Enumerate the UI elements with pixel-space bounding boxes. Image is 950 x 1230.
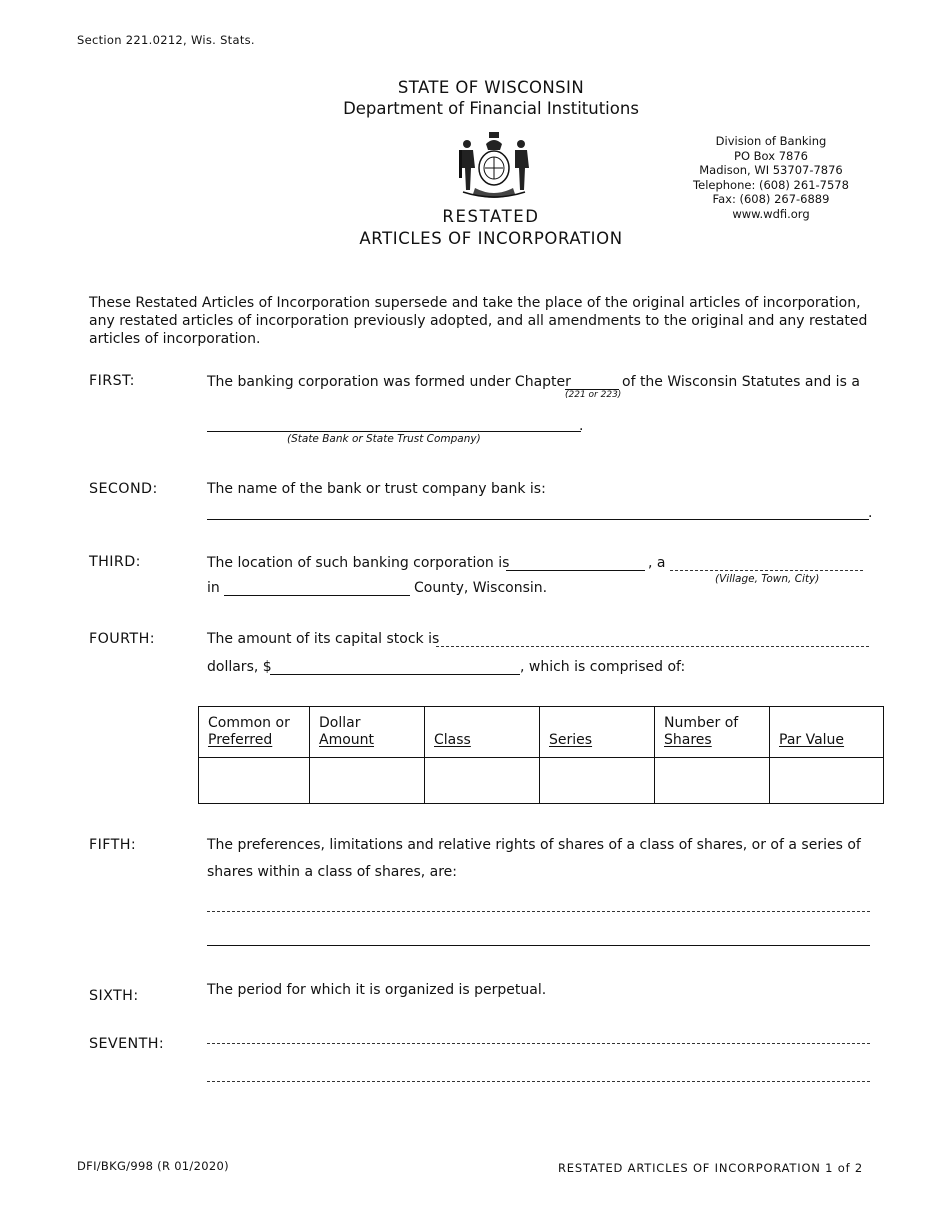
shares-table [198,706,884,804]
contact-fax: Fax: (608) 267-6889 [712,192,830,206]
fifth-label: FIFTH: [89,837,137,853]
first-text-after: of the Wisconsin Statutes and is a [622,374,860,390]
form-title-restated: RESTATED [442,207,540,226]
header-number-of-shares: Number of Shares [655,707,770,758]
fourth-label: FOURTH: [89,631,155,647]
locality-type-field[interactable] [670,570,863,571]
county-field[interactable] [224,595,410,596]
header-common-preferred: Common or Preferred [199,707,310,758]
fourth-text: The amount of its capital stock is [207,631,440,647]
bank-type-field[interactable] [207,431,581,432]
contact-block [686,134,856,221]
third-comma-a: , a [648,555,666,571]
form-id: DFI/BKG/998 (R 01/2020) [77,1159,229,1173]
sixth-label: SIXTH: [89,988,139,1004]
chapter-hint: (221 or 223) [565,390,622,400]
cell-common-preferred[interactable] [199,758,310,804]
contact-po-box: PO Box 7876 [734,148,808,163]
fifth-line2: shares within a class of shares, are: [207,864,458,880]
form-title-articles: ARTICLES OF INCORPORATION [359,229,623,248]
contact-city: Madison, WI 53707-7876 [699,163,843,177]
cell-class[interactable] [425,758,540,804]
shares-table-header-row [199,707,884,758]
fifth-line1: The preferences, limitations and relative rights of shares of a class of shares, or of a series of [207,837,861,853]
table-row [199,758,884,804]
preferences-line-1[interactable] [207,911,870,912]
capital-stock-field[interactable] [436,646,869,647]
state-heading: STATE OF WISCONSIN [397,78,585,97]
third-county: County, Wisconsin. [414,580,548,596]
intro-paragraph: These Restated Articles of Incorporation supersede and take the place of the original articles of incorporation, any restated articles of incorporation previously adopted, and all amendments to the original and any restated articles of incorporation. [89,295,868,347]
cell-par-value[interactable] [770,758,884,804]
state-seal-icon [455,128,533,200]
locality-type-hint: (Village, Town, City) [715,573,820,585]
first-text-before: The banking corporation was formed under Chapter [207,374,571,390]
dollar-amount-field[interactable] [270,674,520,675]
second-period: . [868,505,873,521]
first-label: FIRST: [89,373,135,389]
seventh-label: SEVENTH: [89,1036,165,1052]
department-heading: Department of Financial Institutions [343,99,639,118]
second-text: The name of the bank or trust company bank is: [207,481,546,497]
contact-division: Division of Banking [715,134,827,148]
second-label: SECOND: [89,481,158,497]
third-in: in [207,580,220,596]
preferences-line-2[interactable] [207,945,870,946]
third-label: THIRD: [89,554,141,570]
first-period: . [579,418,584,434]
header-par-value: Par Value [770,707,884,758]
header-series: Series [540,707,655,758]
page-label: RESTATED ARTICLES OF INCORPORATION 1 of 2 [558,1161,863,1175]
cell-series[interactable] [540,758,655,804]
location-field[interactable] [506,570,645,571]
contact-telephone: Telephone: (608) 261-7578 [693,177,849,192]
header-class: Class [425,707,540,758]
seventh-line-2[interactable] [207,1081,870,1082]
third-text: The location of such banking corporation is [207,555,510,571]
bank-type-hint: (State Bank or State Trust Company) [287,433,481,445]
cell-dollar-amount[interactable] [310,758,425,804]
contact-website[interactable]: www.wdfi.org [732,206,810,221]
header-dollar-amount: Dollar Amount [310,707,425,758]
cell-number-of-shares[interactable] [655,758,770,804]
sixth-text: The period for which it is organized is perpetual. [207,982,547,998]
bank-name-field[interactable] [207,519,869,520]
fourth-comprised: , which is comprised of: [520,659,686,675]
fourth-dollars: dollars, $ [207,659,272,675]
section-reference: Section 221.0212, Wis. Stats. [77,33,255,47]
seventh-line-1[interactable] [207,1043,870,1044]
